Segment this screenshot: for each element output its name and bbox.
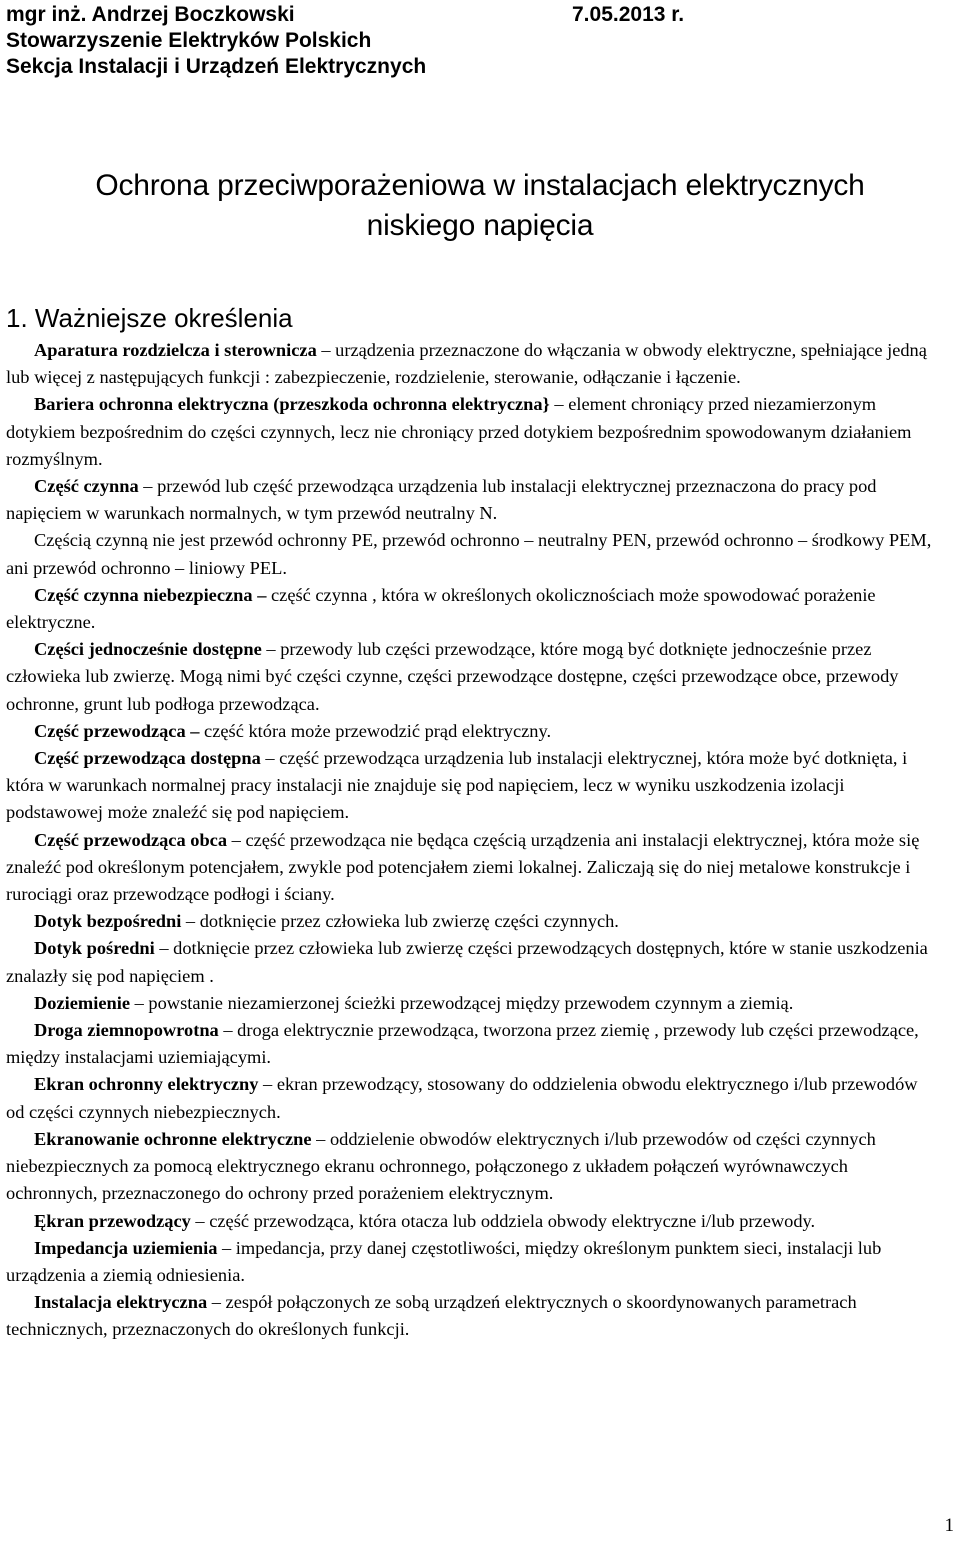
definitions-body — [6, 337, 934, 1344]
definition-text: część która może przewodzić prąd elektryczny. — [199, 720, 552, 741]
definition-text: – oddzielenie obwodów elektrycznych i/lub przewodów od części czynnych niebezpiecznych za pomocą elektrycznego ekranu ochronnego, połączonego z układem połączeń wyrównawczych ochronnych, przeznaczonego do ochrony przed porażeniem elektrycznym. — [6, 1128, 876, 1204]
definition-text: – część przewodząca, która otacza lub oddziela obwody elektryczne i/lub przewody. — [190, 1210, 816, 1231]
definition-paragraph — [6, 1289, 934, 1343]
definition-text: – element chroniący przed niezamierzonym dotykiem bezpośrednim do części czynnych, lecz nie chroniący przed dotykiem bezpośrednim spowodowanym działaniem rozmyślnym. — [6, 394, 912, 469]
definition-term: Części jednocześnie dostępne — [34, 639, 262, 660]
definition-paragraph — [6, 1126, 934, 1208]
definition-term: Bariera ochronna elektryczna (przeszkoda ochronna elektryczna} — [34, 394, 550, 415]
definition-paragraph — [6, 1017, 934, 1071]
definition-term: Część przewodząca dostępna — [34, 748, 261, 769]
definition-paragraph — [6, 827, 934, 909]
definition-paragraph — [6, 337, 934, 391]
definition-term: Dotyk pośredni — [34, 938, 155, 959]
definition-term: Instalacja elektryczna — [34, 1292, 208, 1313]
definition-text: – impedancja, przy danej częstotliwości, między określonym punktem sieci, instalacji lub urządzenia a ziemią odniesienia. — [6, 1237, 882, 1285]
definition-text: – część przewodząca nie będąca częścią urządzenia ani instalacji elektrycznej, która może się znaleźć pod określonym potencjałem, zwykle pod potencjałem ziemi lokalnej. Zaliczają się do niej metalowe konstrukcje i rurociągi oraz przewodzące podłogi i ściany. — [6, 829, 920, 905]
definition-paragraph — [6, 636, 934, 718]
organization-section: Sekcja Instalacji i Urządzeń Elektrycznych — [6, 55, 427, 78]
definition-text: – droga elektrycznie przewodząca, tworzona przez ziemię , przewody lub części przewodzące, między instalacjami uziemiającymi. — [6, 1020, 919, 1068]
definition-term: Dotyk bezpośredni — [34, 911, 182, 932]
definition-text: – dotknięcie przez człowieka lub zwierzę części przewodzących dostępnych, które w stanie uszkodzenia znalazły się pod napięciem . — [6, 938, 928, 986]
page-number: 1 — [944, 1515, 954, 1536]
definition-paragraph — [6, 935, 934, 989]
definition-term: Doziemienie — [34, 992, 131, 1013]
definition-paragraph — [6, 473, 934, 527]
definition-term: Ekran ochronny elektryczny — [34, 1074, 259, 1095]
definition-term: Aparatura rozdzielcza i sterownicza — [34, 340, 317, 360]
definition-text: – przewody lub części przewodzące, które mogą być dotknięte jednocześnie przez człowieka lub zwierzę. Mogą nimi być części czynne, części przewodzące dostępne, części przewodzące obce, przewody ochronne, grunt lub podłoga przewodząca. — [6, 639, 899, 714]
title-line-1: Ochrona przeciwporażeniowa w instalacjach elektrycznych — [95, 169, 865, 202]
header-author-row — [6, 2, 946, 28]
definition-text: – przewód lub część przewodząca urządzenia lub instalacji elektrycznej przeznaczona do pracy pod napięciem w warunkach normalnych, w tym przewód neutralny N. — [6, 476, 877, 524]
organization-name: Stowarzyszenie Elektryków Polskich — [6, 29, 372, 52]
definition-paragraph — [6, 745, 934, 827]
title-line-2: niskiego napięcia — [366, 209, 594, 242]
document-date: 7.05.2013 r. — [572, 3, 685, 26]
definition-paragraph — [6, 1071, 934, 1125]
definition-text: część czynna , która w określonych okolicznościach może spowodować porażenie elektryczne. — [6, 584, 876, 633]
definition-paragraph — [6, 582, 934, 636]
definition-term: Impedancja uziemienia — [34, 1237, 218, 1258]
definition-paragraph — [6, 391, 934, 473]
definition-text: – zespół połączonych ze sobą urządzeń elektrycznych o skoordynowanych parametrach technicznych, przeznaczonych do określonych funkcji. — [6, 1292, 857, 1340]
definition-paragraph — [6, 1208, 934, 1235]
definition-paragraph — [6, 990, 934, 1017]
definition-text: – ekran przewodzący, stosowany do oddzielenia obwodu elektrycznego i/lub przewodów od części czynnych niebezpiecznych. — [6, 1074, 918, 1122]
document-title — [0, 166, 960, 246]
definition-paragraph — [6, 908, 934, 935]
section-heading: 1. Ważniejsze określenia — [6, 303, 293, 333]
definition-term: Część czynna — [34, 476, 139, 497]
definition-term: Część przewodząca obca — [34, 829, 228, 850]
document-header — [6, 2, 946, 80]
definition-term: Część przewodząca – — [34, 720, 200, 741]
definition-paragraph — [6, 527, 934, 581]
definition-text: Częścią czynną nie jest przewód ochronny PE, przewód ochronno – neutralny PEN, przewód ochronno – środkowy PEM, ani przewód ochronno – liniowy PEL. — [6, 530, 932, 578]
definition-term: Ekranowanie ochronne elektryczne — [34, 1128, 312, 1149]
definition-term: Część czynna niebezpieczna – — [34, 584, 267, 605]
definition-text: – urządzenia przeznaczone do włączania w obwody elektryczne, spełniające jedną lub więcej z następujących funkcji : zabezpieczenie, rozdzielenie, sterowanie, odłączanie i łączenie. — [6, 340, 927, 388]
definition-term: Droga ziemnopowrotna — [34, 1020, 219, 1041]
definition-paragraph — [6, 1235, 934, 1289]
definition-text: – dotknięcie przez człowieka lub zwierzę części czynnych. — [181, 911, 619, 932]
definition-paragraph — [6, 718, 934, 745]
definition-term: Ękran przewodzący — [34, 1210, 191, 1231]
author-name: mgr inż. Andrzej Boczkowski — [6, 3, 295, 26]
definition-text: – część przewodząca urządzenia lub instalacji elektrycznej, która może być dotknięta, i która w warunkach normalnej pracy instalacji nie znajduje się pod napięciem, lecz w wyniku uszkodzenia izolacji podstawowej może znaleźć się pod napięciem. — [6, 748, 908, 823]
definition-text: – powstanie niezamierzonej ścieżki przewodzącej między przewodem czynnym a ziemią. — [130, 992, 794, 1013]
